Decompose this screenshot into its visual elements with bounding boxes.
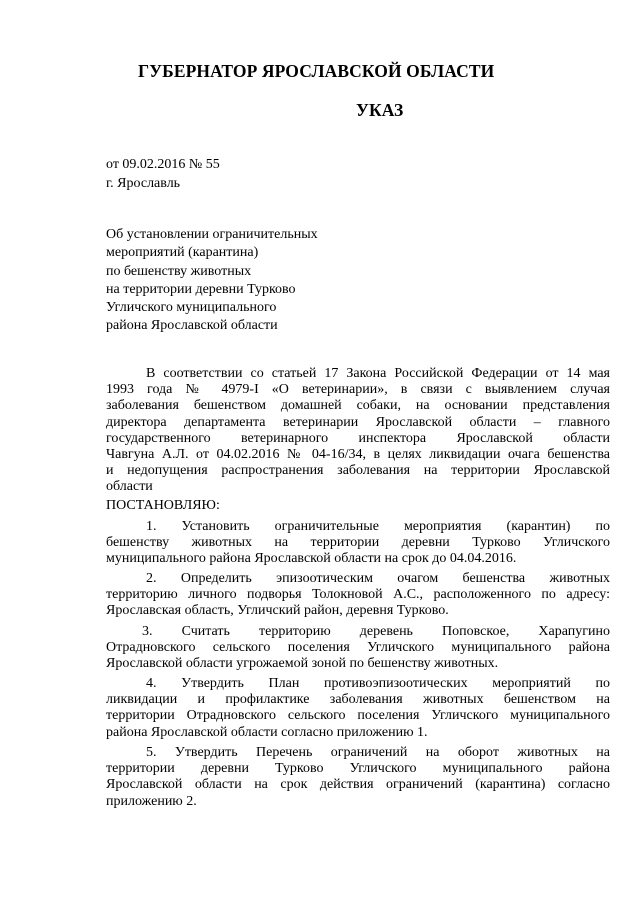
- text-line: области: [106, 479, 153, 495]
- title-line: по бешенству животных: [106, 263, 252, 279]
- text-line: Ярославской области угрожаемой зоной по бешенству животных.: [106, 656, 499, 672]
- text-line: государственного ветеринарного инспектора Ярославской области: [106, 430, 610, 446]
- text-line: В соответствии со статьей 17 Закона Российской Федерации от 14 мая: [146, 366, 610, 381]
- decree-title: [106, 226, 318, 336]
- document-type-heading: УКАЗ: [356, 100, 404, 120]
- text-line: Ярославская область, Угличский район, деревня Турково.: [106, 603, 449, 619]
- text-line: 4. Утвердить План противоэпизоотических мероприятий по: [146, 676, 610, 691]
- decree-item-2: [106, 571, 610, 620]
- resolve-keyword: ПОСТАНОВЛЯЮ:: [106, 498, 220, 513]
- text-line: Ярославской области на срок действия ограничений (карантина) согласно: [106, 777, 610, 793]
- city: г. Ярославль: [106, 176, 181, 191]
- text-line: директора департамента ветеринарии Ярославской области – главного: [106, 414, 610, 430]
- text-line: 3. Считать территорию деревень Поповское, Харапугино: [142, 624, 610, 639]
- text-line: ликвидации и профилактике заболевания животных бешенством на: [106, 692, 610, 708]
- title-line: мероприятий (карантина): [106, 245, 259, 261]
- text-line: заболевания бешенством домашней собаки, на основании представления: [106, 398, 610, 414]
- text-line: Чавгуна А.Л. от 04.02.2016 № 04-16/34, в целях ликвидации очага бешенства: [106, 447, 610, 463]
- decree-item-5: [106, 745, 610, 810]
- text-line: 1993 года № 4979-I «О ветеринарии», в связи с выявлением случая: [106, 382, 610, 398]
- decree-item-1: [106, 519, 610, 568]
- title-line: района Ярославской области: [106, 318, 278, 334]
- text-line: территории деревни Турково Угличского муниципального района: [106, 761, 610, 777]
- text-line: и недопущения распространения заболевания на территории Ярославской: [106, 463, 610, 479]
- preamble-paragraph: [106, 366, 610, 496]
- text-line: 2. Определить эпизоотическим очагом бешенства животных: [146, 571, 610, 586]
- text-line: Отрадновского сельского поселения Угличского муниципального района: [106, 640, 610, 656]
- text-line: приложению 2.: [106, 793, 197, 809]
- decree-item-4: [106, 676, 610, 741]
- text-line: района Ярославской области согласно приложению 1.: [106, 724, 428, 740]
- title-line: Об установлении ограничительных: [106, 227, 318, 242]
- text-line: 1. Установить ограничительные мероприятия (карантин) по: [146, 519, 610, 534]
- title-line: на территории деревни Турково: [106, 281, 296, 297]
- title-line: Угличского муниципального: [106, 300, 277, 316]
- decree-item-3: [106, 624, 610, 673]
- text-line: 5. Утвердить Перечень ограничений на оборот животных на: [146, 745, 610, 760]
- date-number: от 09.02.2016 № 55: [106, 157, 220, 172]
- text-line: муниципального района Ярославской области на срок до 04.04.2016.: [106, 551, 517, 567]
- text-line: территорию личного подворья Толокновой А.С., расположенного по адресу:: [106, 587, 610, 603]
- text-line: территории Отрадновского сельского поселения Угличского муниципального: [106, 708, 610, 724]
- text-line: бешенству животных на территории деревни Турково Угличского: [106, 535, 610, 551]
- authority-heading: ГУБЕРНАТОР ЯРОСЛАВСКОЙ ОБЛАСТИ: [138, 61, 495, 81]
